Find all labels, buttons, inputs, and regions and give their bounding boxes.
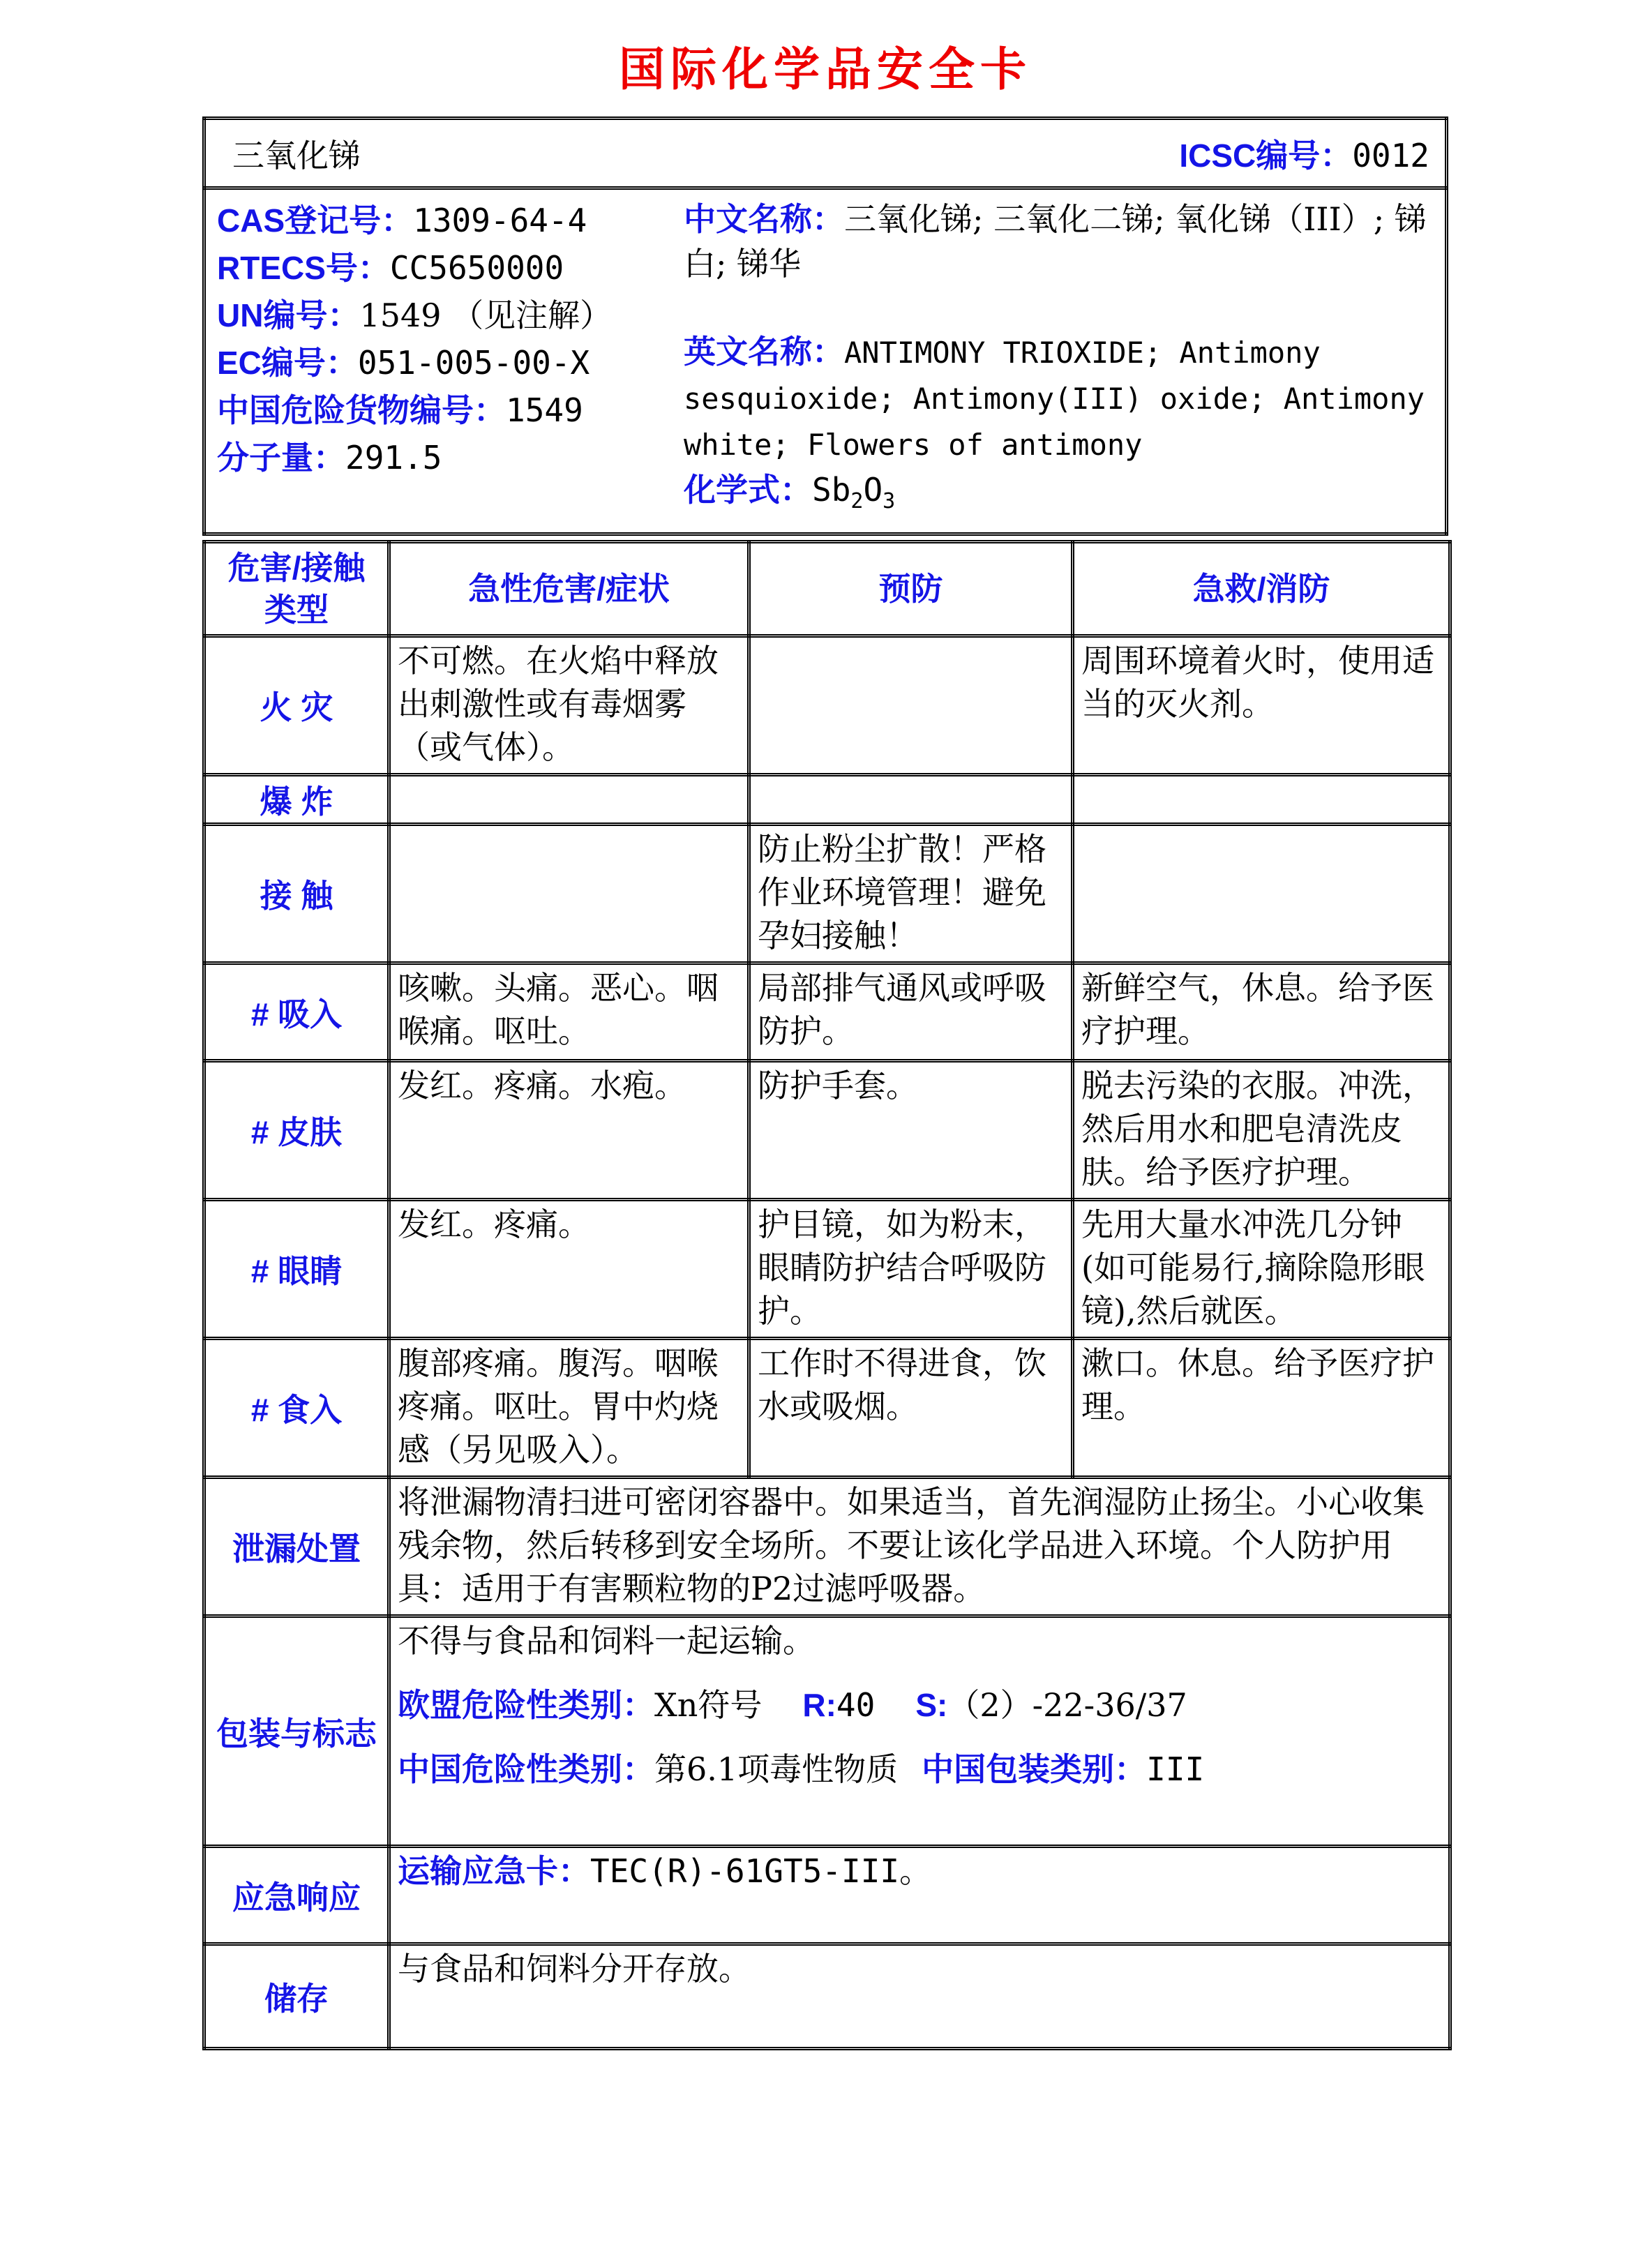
header-firstaid-firefighting: 急救/消防	[1073, 542, 1450, 636]
row-exposure-prevention: 防止粉尘扩散！严格作业环境管理！避免孕妇接触！	[749, 825, 1073, 963]
transport-card-label: 运输应急卡：	[398, 1853, 590, 1890]
header-hazard-type-line1: 危害/接触	[227, 550, 366, 587]
rtecs-value: CC5650000	[389, 249, 564, 287]
mol-weight-value: 291.5	[345, 439, 442, 476]
row-emergency-label: 应急响应	[204, 1847, 389, 1944]
un-value: 1549 （见注解）	[359, 296, 613, 334]
rtecs-number-line	[217, 244, 674, 292]
row-fire-symptoms: 不可燃。在火焰中释放出刺激性或有毒烟雾（或气体）。	[389, 636, 749, 775]
formula-el1: Sb	[812, 471, 851, 509]
chemical-name: 三氧化锑	[232, 136, 361, 174]
hazard-header-row	[204, 542, 1450, 636]
row-exposure-symptoms	[389, 825, 749, 963]
row-inhalation-symptoms: 咳嗽。头痛。恶心。咽喉痛。呕吐。	[389, 963, 749, 1061]
cas-number-line	[217, 197, 674, 244]
row-ingestion-prevention: 工作时不得进食，饮水或吸烟。	[749, 1339, 1073, 1478]
icsc-card	[202, 32, 1448, 2050]
row-fire-label: 火 灾	[204, 636, 389, 775]
row-fire	[204, 636, 1450, 775]
formula-sub1: 2	[850, 489, 864, 514]
registry-numbers	[217, 197, 674, 481]
chinese-names	[684, 197, 1441, 286]
row-fire-prevention	[749, 636, 1073, 775]
icsc-number-value: 0012	[1352, 136, 1429, 174]
row-skin-symptoms: 发红。疼痛。水疱。	[389, 1061, 749, 1200]
chemical-formula	[684, 467, 1441, 524]
packaging-transport-note: 不得与食品和饲料一起运输。	[398, 1622, 815, 1660]
identification-table	[202, 117, 1448, 536]
english-names	[684, 329, 1441, 467]
row-exposure	[204, 825, 1450, 963]
row-explosion-firstaid	[1073, 775, 1450, 825]
row-exposure-label: 接 触	[204, 825, 389, 963]
row-eyes-firstaid: 先用大量水冲洗几分钟(如可能易行,摘除隐形眼镜),然后就医。	[1073, 1200, 1450, 1339]
icsc-number	[1179, 130, 1429, 177]
row-packaging-content	[389, 1616, 1450, 1847]
row-inhalation	[204, 963, 1450, 1061]
row-ingestion	[204, 1339, 1450, 1478]
cn-dg-label: 中国危险货物编号：	[217, 392, 506, 428]
ec-number-line	[217, 339, 674, 386]
row-fire-firstaid: 周围环境着火时，使用适当的灭火剂。	[1073, 636, 1450, 775]
icsc-number-label: ICSC编号：	[1179, 137, 1353, 174]
page-title: 国际化学品安全卡	[619, 42, 1032, 96]
row-skin-firstaid: 脱去污染的衣服。冲洗，然后用水和肥皂清洗皮肤。给予医疗护理。	[1073, 1061, 1450, 1200]
row-explosion-label: 爆 炸	[204, 775, 389, 825]
row-inhalation-firstaid: 新鲜空气，休息。给予医疗护理。	[1073, 963, 1450, 1061]
mol-weight-line	[217, 434, 674, 481]
packaging-cn-classification	[398, 1748, 1441, 1791]
cas-label: CAS登记号：	[217, 202, 414, 239]
identifier-cell	[204, 188, 1447, 534]
row-packaging-label: 包装与标志	[204, 1616, 389, 1847]
row-explosion-symptoms	[389, 775, 749, 825]
row-storage-text: 与食品和饲料分开存放。	[389, 1944, 1450, 2049]
cn-dg-value: 1549	[506, 391, 583, 429]
row-skin	[204, 1061, 1450, 1200]
cn-class-value: 第6.1项毒性物质	[654, 1750, 899, 1789]
formula-sub2: 3	[883, 489, 896, 514]
row-explosion-prevention	[749, 775, 1073, 825]
ec-value: 051-005-00-X	[357, 344, 590, 382]
row-emergency-content	[389, 1847, 1450, 1944]
packaging-eu-classification	[398, 1683, 1441, 1727]
identifier-row	[204, 188, 1447, 534]
row-emergency-response	[204, 1847, 1450, 1944]
eu-class-label: 欧盟危险性类别：	[398, 1687, 654, 1724]
row-packaging-labelling	[204, 1616, 1450, 1847]
cn-class-label: 中国危险性类别：	[398, 1751, 654, 1788]
ec-label: EC编号：	[217, 345, 358, 381]
s-phrase-value: （2）-22-36/37	[947, 1686, 1187, 1725]
row-spill-disposal	[204, 1478, 1450, 1616]
name-cell	[204, 119, 1447, 188]
formula-label: 化学式：	[684, 472, 812, 508]
s-phrase-label: S:	[915, 1687, 948, 1724]
row-inhalation-label: # 吸入	[204, 963, 389, 1061]
un-number-line	[217, 292, 674, 339]
row-skin-prevention: 防护手套。	[749, 1061, 1073, 1200]
un-label: UN编号：	[217, 297, 360, 333]
r-phrase-label: R:	[802, 1687, 836, 1724]
name-row	[204, 119, 1447, 188]
header-hazard-type	[204, 542, 389, 636]
cn-pack-value: III	[1146, 1750, 1205, 1789]
row-exposure-firstaid	[1073, 825, 1450, 963]
row-skin-label: # 皮肤	[204, 1061, 389, 1200]
chemical-names	[674, 197, 1441, 524]
chinese-names-value: 三氧化锑; 三氧化二锑; 氧化锑（III）; 锑白; 锑华	[684, 200, 1427, 283]
hazard-table	[202, 540, 1452, 2050]
row-spill-text: 将泄漏物清扫进可密闭容器中。如果适当，首先润湿防止扬尘。小心收集残余物，然后转移到安全场所。不要让该化学品进入环境。个人防护用具：适用于有害颗粒物的P2过滤呼吸器。	[389, 1478, 1450, 1616]
cn-pack-label: 中国包装类别：	[922, 1751, 1147, 1788]
row-ingestion-label: # 食入	[204, 1339, 389, 1478]
row-spill-label: 泄漏处置	[204, 1478, 389, 1616]
english-names-value: ANTIMONY TRIOXIDE; Antimony sesquioxide; Antimony(III) oxide; Antimony white; Flowers of antimony	[684, 336, 1425, 462]
formula-el2: O	[863, 471, 883, 509]
row-explosion	[204, 775, 1450, 825]
header-hazard-type-line2: 类型	[264, 592, 329, 629]
transport-card-value: TEC(R)-61GT5-III。	[590, 1852, 932, 1891]
row-storage	[204, 1944, 1450, 2049]
row-ingestion-firstaid: 漱口。休息。给予医疗护理。	[1073, 1339, 1450, 1478]
rtecs-label: RTECS号：	[217, 250, 390, 286]
cn-dg-number-line	[217, 386, 674, 434]
formula-value	[812, 471, 896, 514]
cas-value: 1309-64-4	[413, 202, 587, 239]
mol-weight-label: 分子量：	[217, 440, 345, 476]
chinese-names-label: 中文名称：	[684, 201, 844, 237]
english-names-label: 英文名称：	[684, 333, 844, 370]
row-inhalation-prevention: 局部排气通风或呼吸防护。	[749, 963, 1073, 1061]
row-eyes-label: # 眼睛	[204, 1200, 389, 1339]
r-phrase-value: 40	[836, 1686, 876, 1725]
header-acute-symptoms: 急性危害/症状	[389, 542, 749, 636]
row-eyes	[204, 1200, 1450, 1339]
header-prevention: 预防	[749, 542, 1073, 636]
row-eyes-prevention: 护目镜，如为粉末，眼睛防护结合呼吸防护。	[749, 1200, 1073, 1339]
eu-class-value: Xn符号	[654, 1686, 763, 1725]
row-ingestion-symptoms: 腹部疼痛。腹泻。咽喉疼痛。呕吐。胃中灼烧感（另见吸入）。	[389, 1339, 749, 1478]
row-storage-label: 储存	[204, 1944, 389, 2049]
row-eyes-symptoms: 发红。疼痛。	[389, 1200, 749, 1339]
